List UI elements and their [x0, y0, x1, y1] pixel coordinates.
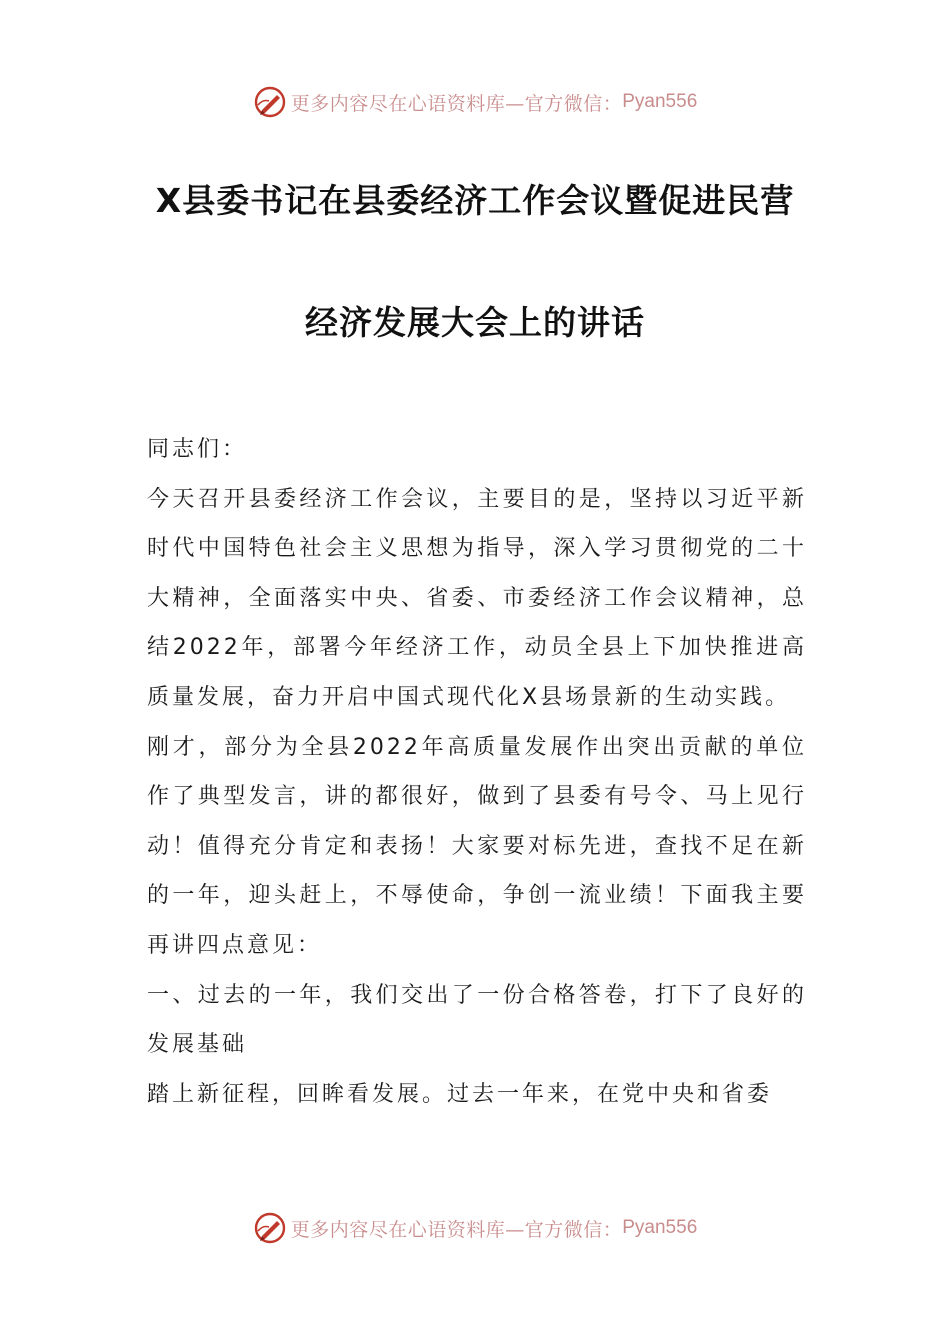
- section-heading: 一、过去的一年，我们交出了一份合格答卷，打下了良好的发展基础: [147, 982, 807, 1058]
- watermark-wechat-id: Pyan556: [622, 91, 698, 112]
- pen-logo-icon: [253, 1211, 287, 1245]
- paragraph: 踏上新征程，回眸看发展。过去一年来，在党中央和省委: [147, 1081, 773, 1107]
- footer-watermark: [0, 1208, 950, 1248]
- watermark-wechat-id: Pyan556: [622, 1217, 698, 1238]
- watermark-text: 更多内容尽在心语资料库—官方微信：: [290, 1218, 623, 1241]
- header-watermark: [0, 82, 950, 122]
- pen-logo-icon: [253, 85, 287, 119]
- document-title-line-2: 经济发展大会上的讲话: [305, 303, 645, 342]
- document-body: [147, 425, 807, 1119]
- paragraph: 刚才，部分为全县2022年高质量发展作出突出贡献的单位作了典型发言，讲的都很好，做到了县委有号令、马上见行动！值得充分肯定和表扬！大家要对标先进，查找不足在新的一年，迎头赶上，不辱使命，争创一流业绩！下面我主要再讲四点意见：: [147, 734, 807, 958]
- paragraph: 今天召开县委经济工作会议，主要目的是，坚持以习近平新时代中国特色社会主义思想为指导，深入学习贯彻党的二十大精神，全面落实中央、省委、市委经济工作会议精神，总结2022年，部署今年经济工作，动员全县上下加快推进高质量发展，奋力开启中国式现代化X县场景新的生动实践。: [147, 486, 807, 710]
- watermark-text: 更多内容尽在心语资料库—官方微信：: [290, 92, 623, 115]
- salutation: 同志们：: [147, 437, 248, 462]
- document-title-line-1: X县委书记在县委经济工作会议暨促进民营: [155, 181, 795, 220]
